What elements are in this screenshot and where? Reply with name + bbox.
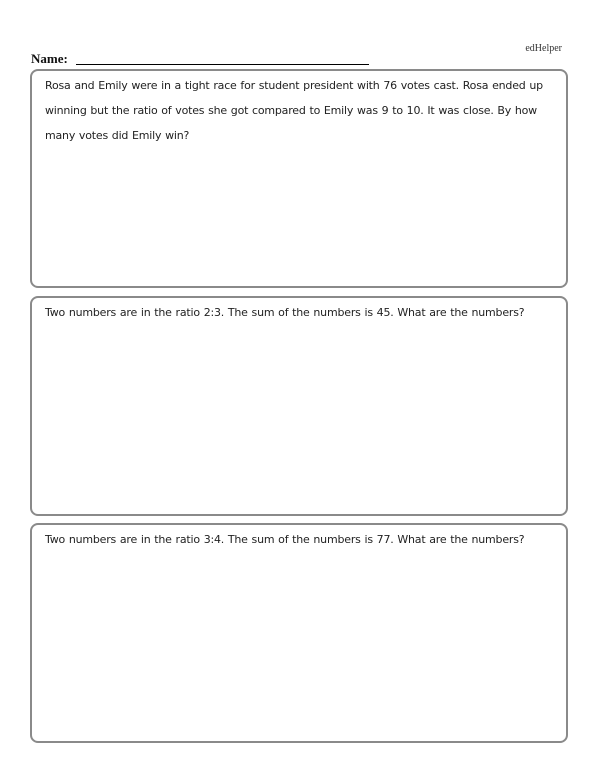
name-input-line[interactable] <box>76 64 369 65</box>
brand-label: edHelper <box>525 43 562 54</box>
name-label: Name: <box>31 51 68 66</box>
problem-text-3: Two numbers are in the ratio 3:4. The sum of the numbers is 77. What are the numbers? <box>45 533 525 546</box>
problem-text-2: Two numbers are in the ratio 2:3. The sum of the numbers is 45. What are the numbers? <box>45 306 525 319</box>
problem-text-1: Rosa and Emily were in a tight race for student president with 76 votes cast. Rosa ended up winning but the ratio of votes she got compared to Emily was 9 to 10. It was close. By how many votes did Emily win? <box>45 79 543 142</box>
name-row <box>31 52 369 66</box>
problem-box-1[interactable] <box>30 69 568 288</box>
problem-box-2[interactable] <box>30 296 568 516</box>
problem-box-3[interactable] <box>30 523 568 743</box>
